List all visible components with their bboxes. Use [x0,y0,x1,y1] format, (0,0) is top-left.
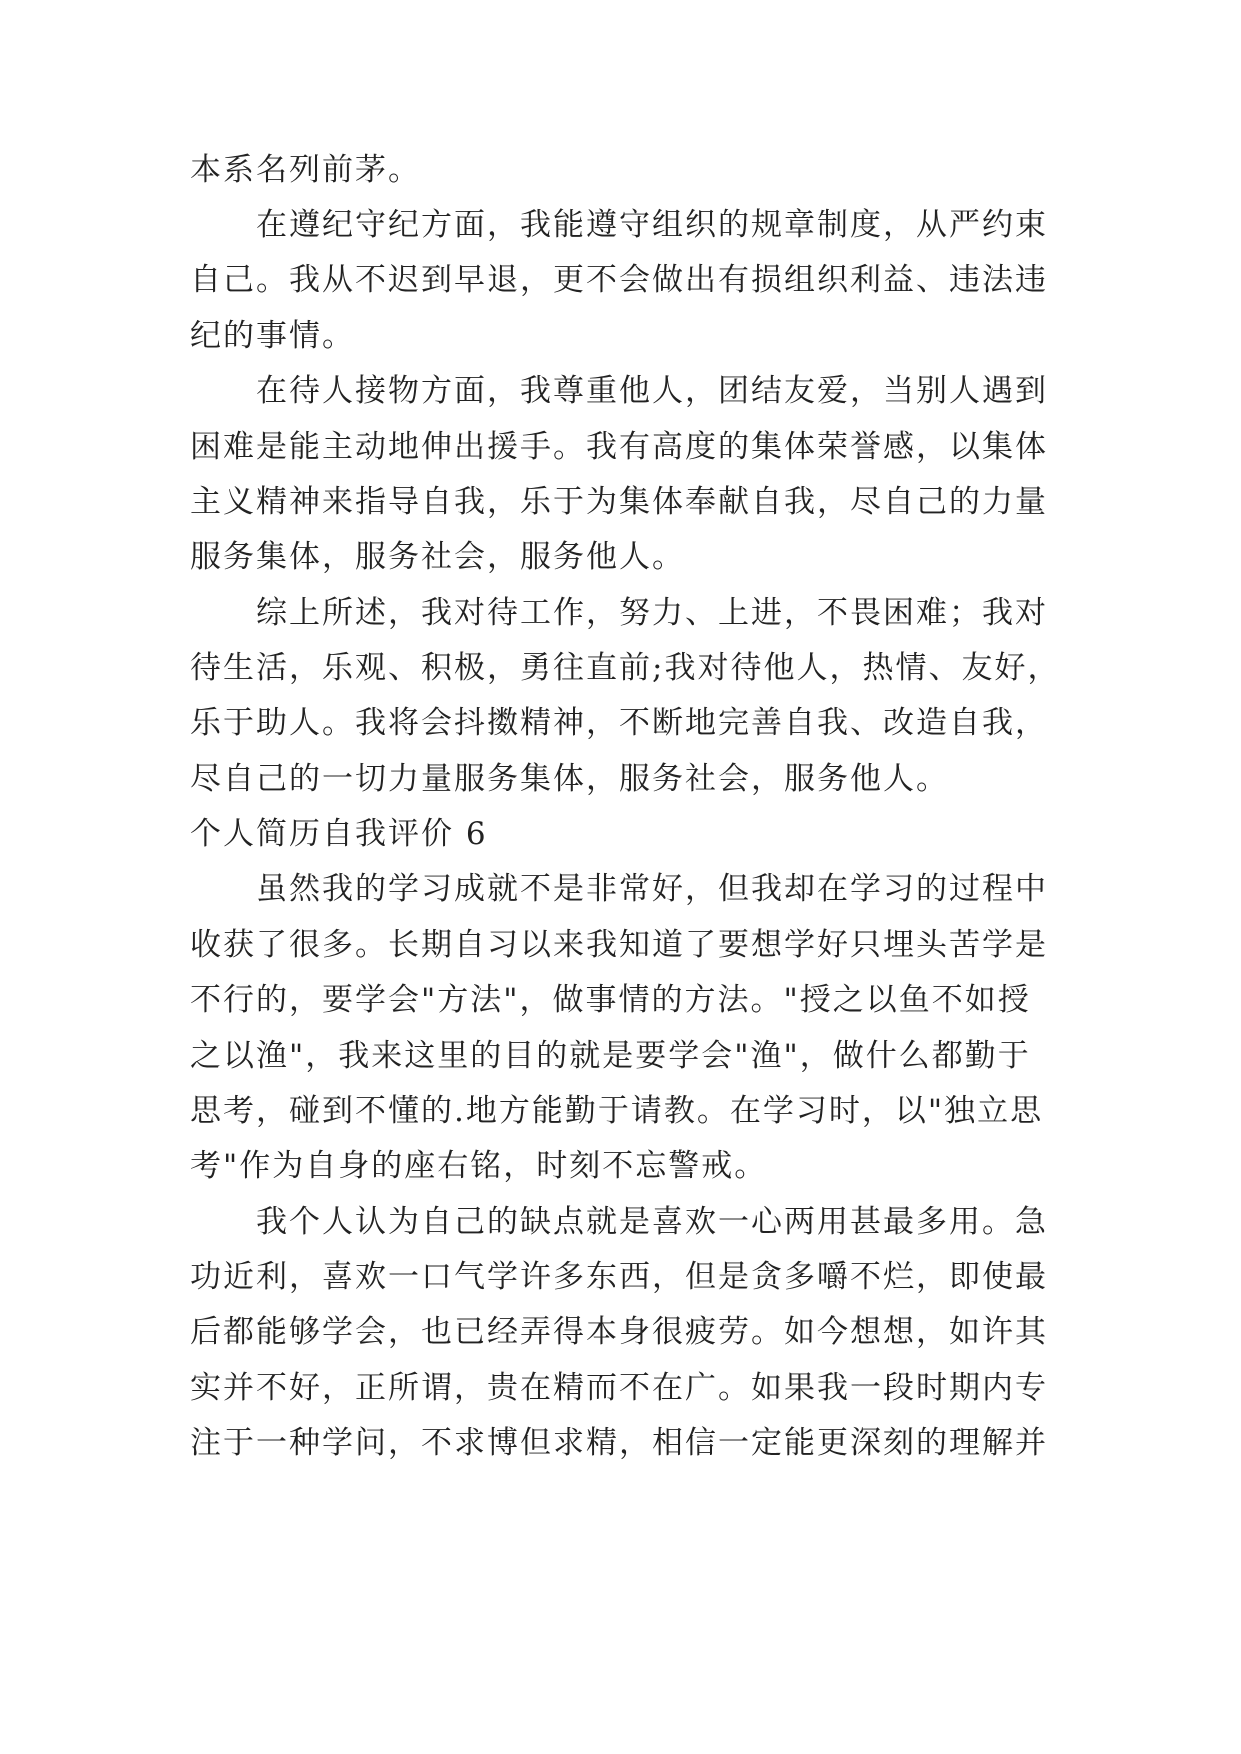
text-line: 乐于助人。我将会抖擞精神，不断地完善自我、改造自我， [190,705,1048,741]
section-heading: 个人简历自我评价 6 [190,816,488,852]
text-line: 服务集体，服务社会，服务他人。 [190,539,685,575]
text-line: 考"作为自身的座右铭，时刻不忘警戒。 [190,1148,768,1184]
text-line: 不行的，要学会"方法"，做事情的方法。"授之以鱼不如授 [190,982,1031,1018]
text-line: 待生活，乐观、积极，勇往直前;我对待他人，热情、友好， [190,650,1061,686]
text-line: 之以渔"，我来这里的目的就是要学会"渔"，做什么都勤于 [190,1038,1031,1074]
paragraph-first-line: 我个人认为自己的缺点就是喜欢一心两用甚最多用。急 [190,1204,1048,1240]
text-line: 思考，碰到不懂的.地方能勤于请教。在学习时，以"独立思 [190,1093,1044,1129]
text-line: 自己。我从不迟到早退，更不会做出有损组织利益、违法违 [190,262,1048,298]
text-line: 纪的事情。 [190,318,355,354]
paragraph-first-line: 综上所述，我对待工作，努力、上进，不畏困难；我对 [190,595,1048,631]
text-line: 功近利，喜欢一口气学许多东西，但是贪多嚼不烂，即使最 [190,1259,1048,1295]
paragraph-first-line: 在遵纪守纪方面，我能遵守组织的规章制度，从严约束 [190,207,1048,243]
text-line: 实并不好，正所谓，贵在精而不在广。如果我一段时期内专 [190,1370,1048,1406]
text-line: 收获了很多。长期自习以来我知道了要想学好只埋头苦学是 [190,927,1048,963]
text-line: 注于一种学问，不求博但求精，相信一定能更深刻的理解并 [190,1425,1048,1461]
text-line: 主义精神来指导自我，乐于为集体奉献自我，尽自己的力量 [190,484,1048,520]
text-line: 尽自己的一切力量服务集体，服务社会，服务他人。 [190,761,949,797]
text-line: 后都能够学会，也已经弄得本身很疲劳。如今想想，如许其 [190,1314,1048,1350]
paragraph-first-line: 在待人接物方面，我尊重他人，团结友爱，当别人遇到 [190,373,1048,409]
paragraph-first-line: 虽然我的学习成就不是非常好，但我却在学习的过程中 [190,871,1048,907]
text-line: 本系名列前茅。 [190,152,421,188]
text-line: 困难是能主动地伸出援手。我有高度的集体荣誉感，以集体 [190,429,1048,465]
